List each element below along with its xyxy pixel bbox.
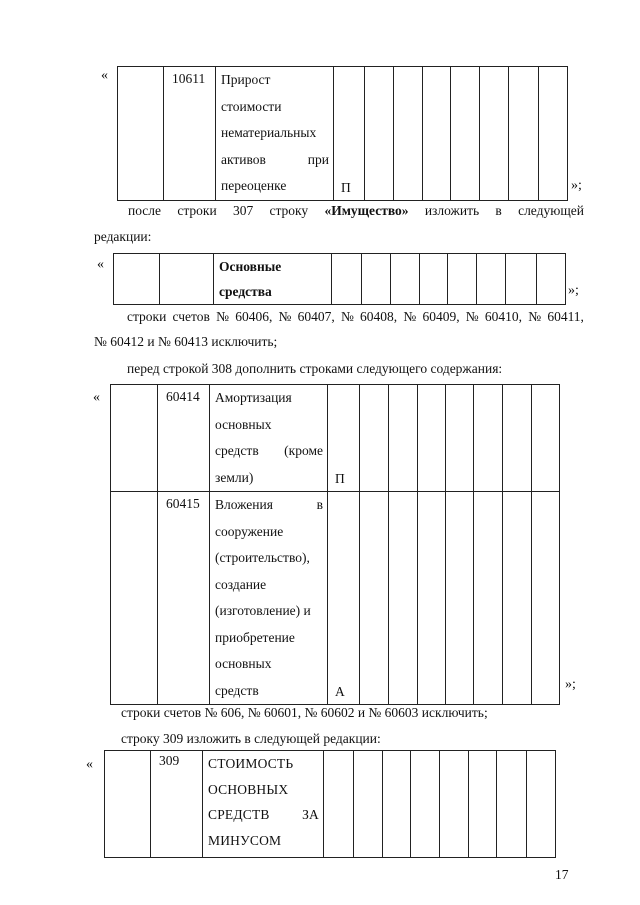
cell-empty	[474, 492, 503, 705]
cell-empty	[394, 67, 423, 201]
table-row-10611	[117, 66, 568, 201]
paragraph-word: «Имущество»	[324, 203, 409, 218]
cell-empty	[423, 67, 451, 201]
account-type-cell: П	[328, 385, 360, 492]
paragraph-word: №	[403, 309, 417, 324]
description-line: Прирост	[221, 72, 271, 87]
cell-empty	[448, 254, 477, 305]
cell-empty	[160, 254, 214, 305]
description-line: сооружение	[215, 523, 284, 539]
cell-empty	[383, 751, 411, 858]
description-line: переоценке	[221, 178, 287, 193]
description-word: в	[316, 497, 323, 512]
cell-empty	[324, 751, 354, 858]
paragraph-word: 307	[232, 203, 254, 218]
cell-empty	[365, 67, 394, 201]
cell-empty	[539, 67, 568, 201]
cell-empty	[420, 254, 448, 305]
cell-empty	[105, 751, 151, 858]
description-line: нематериальных	[221, 125, 317, 140]
account-type-cell: П	[334, 67, 365, 201]
description-line: средств	[215, 682, 259, 698]
cell-empty	[332, 254, 362, 305]
paragraph-exclude-accounts-line2: № 60412 и № 60413 исключить;	[94, 334, 278, 349]
paragraph-word: 60407,	[297, 309, 335, 324]
paragraph-word: №	[528, 309, 542, 324]
paragraph-word: строки	[177, 203, 217, 218]
cell-empty	[114, 254, 160, 305]
page-number: 17	[555, 867, 569, 882]
cell-empty	[360, 492, 389, 705]
description-line: (изготовление) и	[215, 603, 311, 618]
table-rows-60414-60415	[110, 384, 560, 705]
description-line: Амортизация	[215, 390, 292, 405]
cell-empty	[418, 385, 446, 492]
cell-empty	[446, 385, 474, 492]
cell-empty	[497, 751, 527, 858]
paragraph-word: 60409,	[422, 309, 460, 324]
cell-empty	[440, 751, 469, 858]
close-quote-3: »;	[565, 677, 576, 692]
open-quote-1: «	[101, 68, 108, 83]
account-description-cell	[210, 492, 328, 705]
cell-empty	[446, 492, 474, 705]
description-word: активов	[221, 151, 266, 167]
cell-empty	[527, 751, 556, 858]
cell-empty	[503, 385, 532, 492]
paragraph-word: 60408,	[360, 309, 398, 324]
description-word: ЗА	[302, 807, 319, 822]
paragraph-line-309: строку 309 изложить в следующей редакции:	[121, 731, 381, 746]
paragraph-word: счетов	[172, 309, 210, 324]
cell-empty	[354, 751, 383, 858]
description-word: Вложения	[215, 497, 273, 512]
paragraph-word: №	[340, 309, 354, 324]
cell-empty	[111, 385, 158, 492]
description-line: основных	[215, 656, 272, 671]
close-quote-2: »;	[568, 283, 579, 298]
account-code-cell: 309	[151, 751, 203, 858]
description-line: стоимости	[221, 98, 282, 114]
paragraph-word: после	[128, 203, 162, 218]
cell-empty	[503, 492, 532, 705]
description-line: Основные	[219, 259, 282, 274]
account-code-cell: 60415	[158, 492, 210, 705]
description-line	[215, 492, 323, 519]
cell-empty	[477, 254, 506, 305]
description-line: земли)	[215, 469, 254, 485]
cell-empty	[418, 492, 446, 705]
table-row-309	[104, 750, 556, 858]
cell-empty	[532, 385, 560, 492]
description-line: СТОИМОСТЬ	[208, 756, 294, 771]
description-line: (строительство),	[215, 550, 310, 565]
account-code-cell: 10611	[164, 67, 216, 201]
cell-empty	[360, 385, 389, 492]
paragraph-word: 60411,	[547, 309, 584, 324]
description-word: СРЕДСТВ	[208, 807, 270, 822]
paragraph-word: 60406,	[235, 309, 273, 324]
description-word: при	[307, 151, 329, 167]
cell-empty	[118, 67, 164, 201]
cell-empty	[389, 492, 418, 705]
account-description-cell	[210, 385, 328, 492]
account-description-cell	[216, 67, 334, 201]
paragraph-after-307	[128, 203, 584, 219]
cell-empty	[111, 492, 158, 705]
paragraph-word: №	[216, 309, 229, 324]
description-line: приобретение	[215, 629, 295, 645]
cell-empty	[391, 254, 420, 305]
cell-empty	[474, 385, 503, 492]
cell-empty	[469, 751, 497, 858]
open-quote-2: «	[97, 257, 104, 272]
paragraph-after-307-line2: редакции:	[94, 229, 152, 244]
paragraph-word: следующей	[518, 203, 584, 218]
description-line	[215, 438, 323, 465]
paragraph-before-308: перед строкой 308 дополнить строками следующего содержания:	[127, 361, 503, 376]
description-line	[208, 802, 319, 828]
description-line	[221, 147, 329, 174]
close-quote-1: »;	[571, 178, 582, 193]
cell-empty	[532, 492, 560, 705]
cell-empty	[537, 254, 566, 305]
paragraph-word: №	[278, 309, 292, 324]
account-code-cell: 60414	[158, 385, 210, 492]
account-description-cell	[214, 254, 332, 305]
account-type-cell: А	[328, 492, 360, 705]
open-quote-4: «	[86, 757, 93, 772]
table-row-fixed-assets	[113, 253, 566, 305]
description-line: МИНУСОМ	[208, 832, 282, 848]
description-line: создание	[215, 576, 267, 592]
paragraph-word: в	[495, 203, 502, 218]
account-description-cell	[203, 751, 324, 858]
cell-empty	[389, 385, 418, 492]
cell-empty	[509, 67, 539, 201]
paragraph-word: строку	[269, 203, 309, 218]
paragraph-word: №	[465, 309, 479, 324]
paragraph-word: 60410,	[484, 309, 523, 324]
open-quote-3: «	[93, 390, 100, 405]
description-line: ОСНОВНЫХ	[208, 781, 289, 797]
description-line: основных	[215, 416, 272, 432]
paragraph-word: строки	[127, 309, 167, 324]
cell-empty	[480, 67, 509, 201]
description-line: средства	[219, 284, 272, 299]
paragraph-word: изложить	[424, 203, 480, 218]
cell-empty	[506, 254, 537, 305]
paragraph-exclude-accounts	[127, 309, 584, 325]
cell-empty	[362, 254, 391, 305]
cell-empty	[451, 67, 480, 201]
description-word: средств	[215, 443, 259, 458]
cell-empty	[411, 751, 440, 858]
paragraph-exclude-606: строки счетов № 606, № 60601, № 60602 и № 60603 исключить;	[121, 705, 488, 720]
description-word: (кроме	[284, 443, 323, 458]
